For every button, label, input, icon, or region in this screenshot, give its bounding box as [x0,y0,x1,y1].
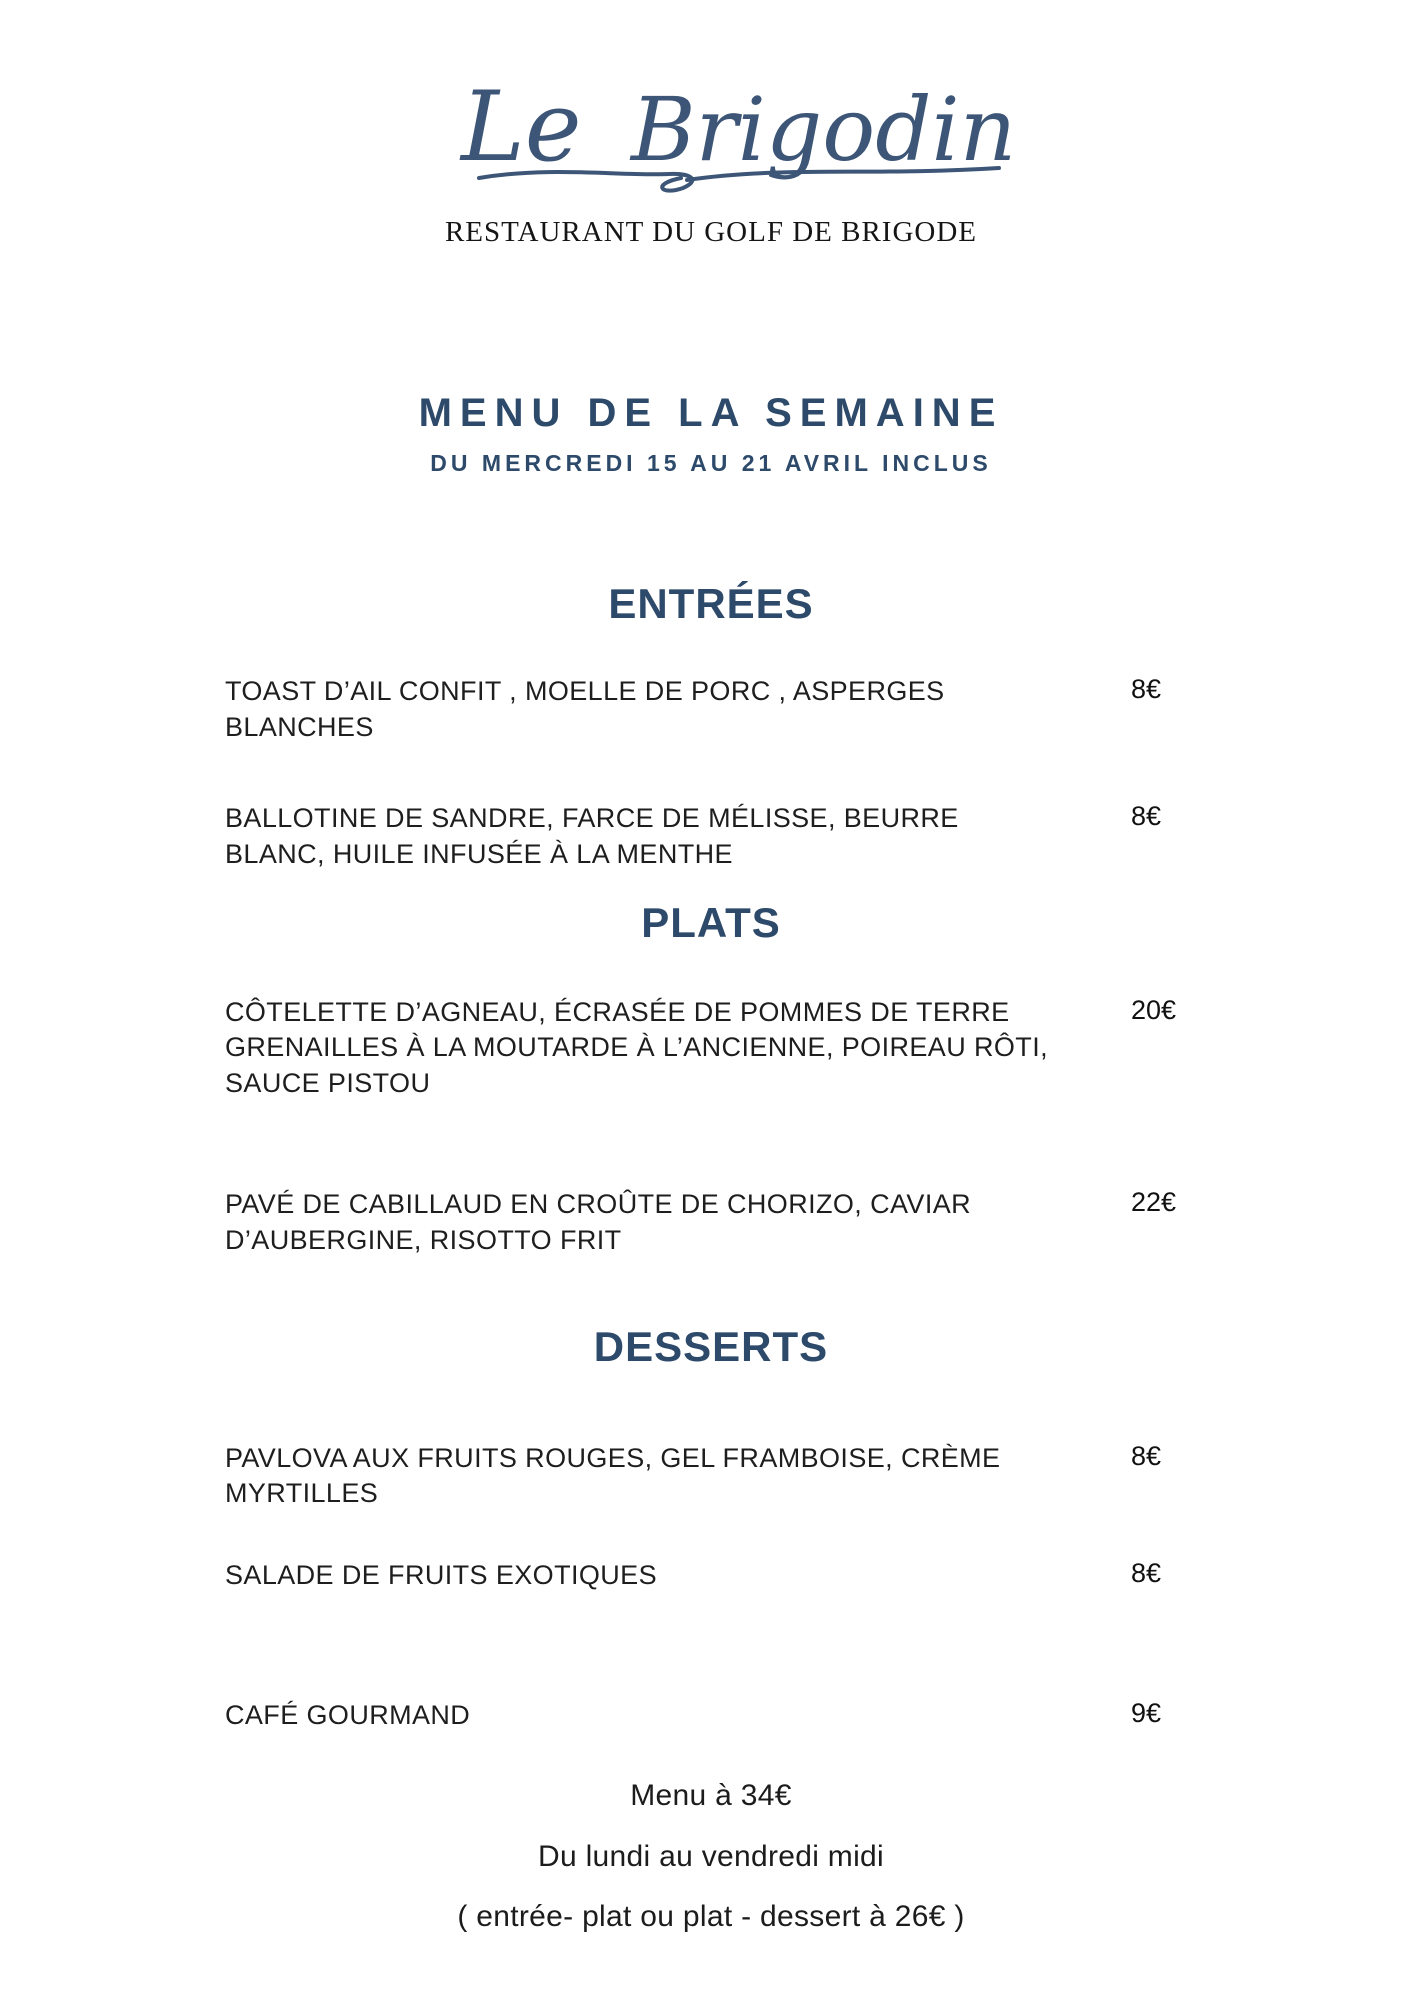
menu-item [0,801,1422,872]
item-name: CÔTELETTE D’AGNEAU, ÉCRASÉE DE POMMES DE TERRE GRENAILLES À LA MOUTARDE À L’ANCIENNE, POIREAU RÔTI, SAUCE PISTOU [225,996,1048,1098]
menu-date-range: DU MERCREDI 15 AU 21 AVRIL INCLUS [430,450,992,476]
logo-script-icon [401,38,1021,210]
item-price: 9€ [1131,1697,1162,1728]
menu-item [0,1441,1422,1512]
item-name: PAVLOVA AUX FRUITS ROUGES, GEL FRAMBOISE, CRÈME MYRTILLES [225,1442,1001,1509]
menu-item [0,1558,1422,1594]
item-name: PAVÉ DE CABILLAUD EN CROÛTE DE CHORIZO, CAVIAR D’AUBERGINE, RISOTTO FRIT [225,1189,972,1255]
restaurant-logo [0,0,1422,249]
fixed-menu-formula: ( entrée- plat ou plat - dessert à 26€ ) [457,1900,965,1934]
menu-item [0,995,1422,1102]
item-price: 8€ [1131,1557,1162,1588]
item-price: 8€ [1131,674,1162,704]
fixed-menu-days: Du lundi au vendredi midi [537,1840,885,1874]
menu-title: MENU DE LA SEMAINE [418,391,1004,435]
week-header [0,391,1422,477]
fixed-menu-offer [0,1779,1422,1934]
logo-text-le: Le [461,71,582,183]
item-price: 8€ [1131,1440,1162,1471]
fixed-menu-price: Menu à 34€ [630,1779,792,1813]
item-name: CAFÉ GOURMAND [225,1699,471,1730]
item-price: 8€ [1131,801,1162,832]
menu-item [0,1698,1422,1734]
item-name: SALADE DE FRUITS EXOTIQUES [225,1559,657,1590]
logo-text-brigodin: Brigodin [631,78,1017,181]
item-price: 22€ [1131,1187,1177,1218]
menu-item [0,674,1422,745]
restaurant-tagline: RESTAURANT DU GOLF DE BRIGODE [444,216,978,248]
item-name: BALLOTINE DE SANDRE, FARCE DE MÉLISSE, BEURRE BLANC, HUILE INFUSÉE À LA MENTHE [225,803,959,869]
section-heading-desserts: DESSERTS [593,1322,829,1370]
item-price: 20€ [1131,994,1177,1025]
section-heading-plats: PLATS [641,898,781,946]
item-name: TOAST D’AIL CONFIT , MOELLE DE PORC , ASPERGES BLANCHES [225,676,945,742]
menu-item [0,1187,1422,1258]
section-heading-entrees: ENTRÉES [608,580,814,627]
